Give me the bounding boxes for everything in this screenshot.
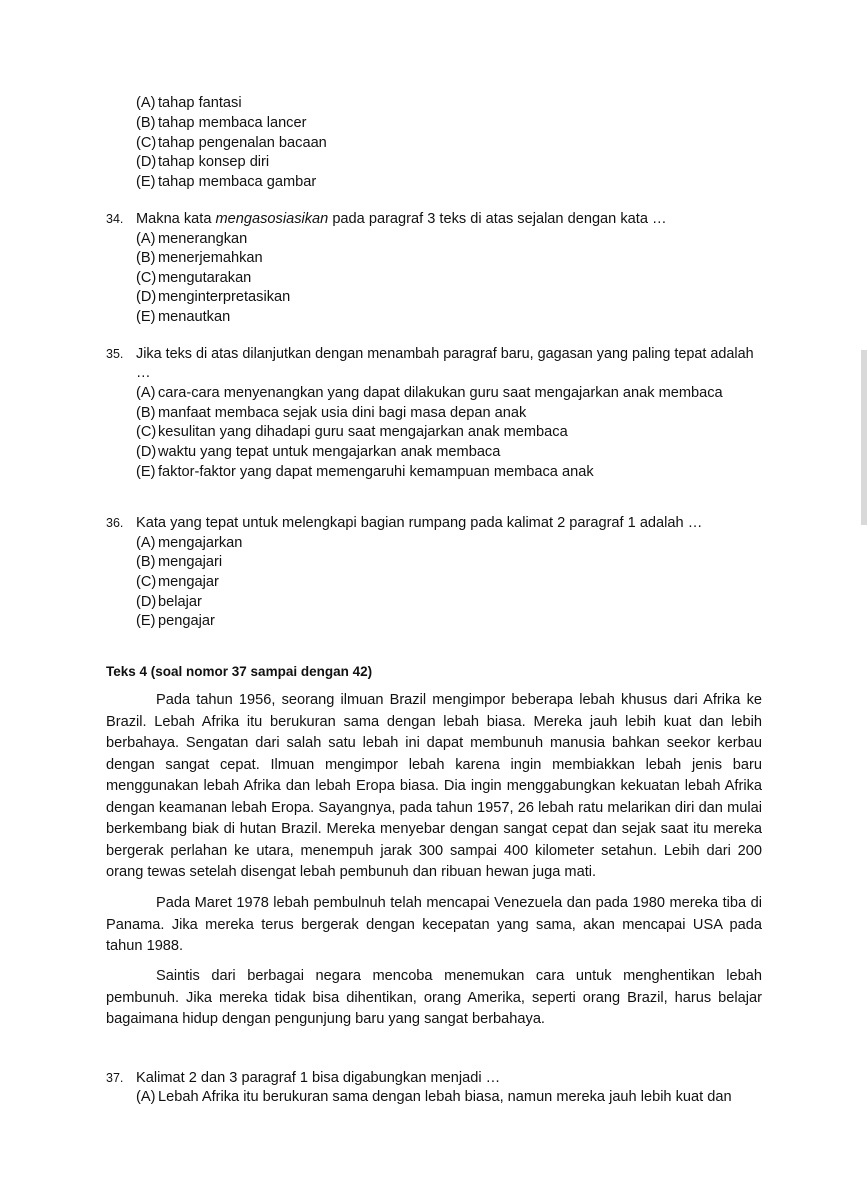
q34-question: Makna kata mengasosiasikan pada paragraf 3 teks di atas sejalan dengan kata … (136, 211, 667, 227)
q34-italic-word: mengasosiasikan (215, 211, 329, 227)
q36-question: Kata yang tepat untuk melengkapi bagian rumpang pada kalimat 2 paragraf 1 adalah … (136, 515, 703, 531)
q37-number: 37. (106, 1071, 124, 1085)
q35-option-a: (A) cara-cara menyenangkan yang dapat dilakukan guru saat mengajarkan anak membaca (136, 385, 723, 401)
q36-number: 36. (106, 516, 124, 530)
q37-question: Kalimat 2 dan 3 paragraf 1 bisa digabungkan menjadi … (136, 1070, 501, 1086)
q36-option-a: (A) mengajarkan (136, 535, 243, 551)
q34-option-d: (D) menginterpretasikan (136, 289, 291, 305)
q34-option-a: (A) menerangkan (136, 231, 248, 247)
q35-option-d: (D) waktu yang tepat untuk mengajarkan anak membaca (136, 444, 501, 460)
q35-option-e: (E) faktor-faktor yang dapat memengaruhi kemampuan membaca anak (136, 464, 594, 480)
q33-option-e: (E) tahap membaca gambar (136, 174, 317, 190)
q34-option-c: (C) mengutarakan (136, 270, 252, 286)
q36-option-b: (B) mengajari (136, 554, 223, 570)
q35-number: 35. (106, 347, 124, 361)
q33-option-d: (D) tahap konsep diri (136, 154, 270, 170)
q36-option-c: (C) mengajar (136, 574, 219, 590)
q35-option-b: (B) manfaat membaca sejak usia dini bagi masa depan anak (136, 405, 527, 421)
q33-option-b: (B) tahap membaca lancer (136, 115, 307, 131)
q35-question: Jika teks di atas dilanjutkan dengan menambah paragraf baru, gagasan yang paling tepat adalah (136, 346, 754, 362)
q36-option-d: (D) belajar (136, 594, 202, 610)
teks4-paragraph-2: Pada Maret 1978 lebah pembulnuh telah mencapai Venezuela dan pada 1980 mereka tiba di Panama. Jika mereka terus bergerak dengan kecepatan yang sama, akan mencapai USA pada tahun 1988. (106, 895, 762, 954)
q35-option-c: (C) kesulitan yang dihadapi guru saat mengajarkan anak membaca (136, 424, 568, 440)
q36-option-e: (E) pengajar (136, 613, 215, 629)
q34-option-e: (E) menautkan (136, 309, 231, 325)
q34-number: 34. (106, 212, 124, 226)
page-edge-shadow (861, 350, 867, 525)
q33-option-c: (C) tahap pengenalan bacaan (136, 135, 327, 151)
q35-question-cont: … (136, 365, 151, 381)
q34-option-b: (B) menerjemahkan (136, 250, 263, 266)
teks4-paragraph-3: Saintis dari berbagai negara mencoba menemukan cara untuk menghentikan lebah pembunuh. Jika mereka tidak bisa dihentikan, orang Amerika, seperti orang Brazil, harus belajar bagaimana hidup dengan pengunjung baru yang sangat berbahaya. (106, 968, 762, 1027)
q37-option-a: (A) Lebah Afrika itu berukuran sama dengan lebah biasa, namun mereka jauh lebih kuat dan (136, 1089, 732, 1105)
teks4-title: Teks 4 (soal nomor 37 sampai dengan 42) (106, 664, 373, 679)
q33-option-a: (A) tahap fantasi (136, 95, 242, 111)
teks4-paragraph-1: Pada tahun 1956, seorang ilmuan Brazil mengimpor beberapa lebah khusus dari Afrika ke Brazil. Lebah Afrika itu berukuran sama dengan lebah biasa. Mereka jauh lebih kuat dan lebih berbahaya. Sengatan dari salah satu lebah ini dapat membunuh manusia bahkan seekor kerbau dengan sangat cepat. Ilmuan mengimpor lebah karena ingin membiakkan lebah jenis baru menggunakan lebah Afrika dan lebah Eropa biasa. Dia ingin menggabungkan kekuatan lebah Afrika dengan keamanan lebah Eropa. Sayangnya, pada tahun 1957, 26 lebah ratu melarikan diri dan mulai berkembang biak di hutan Brazil. Mereka menyebar dengan sangat cepat dan sejak saat itu mereka bergerak perlahan ke utara, menempuh jarak 300 sampai 400 kilometer setahun. Lebih dari 200 orang tewas setelah disengat lebah pembunuh dan ribuan hewan juga mati. (106, 692, 762, 880)
